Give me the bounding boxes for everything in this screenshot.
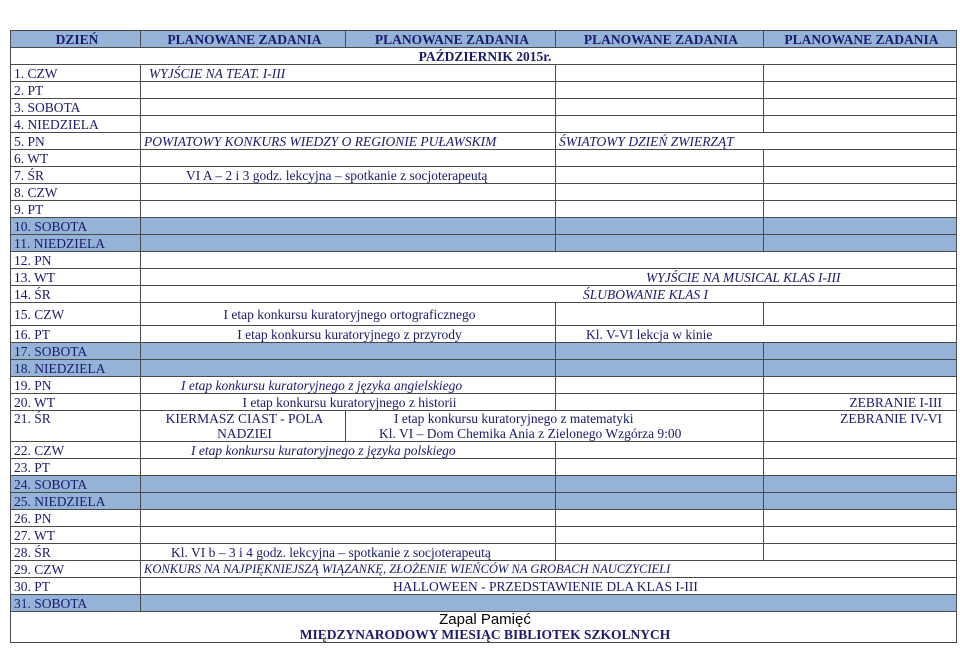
day-label: 6. WT <box>11 150 141 167</box>
day-label: 28. ŚR <box>11 544 141 561</box>
event-cell: VI A – 2 i 3 godz. lekcyjna – spotkanie z socjoterapeutą <box>141 167 556 184</box>
day-label: 3. SOBOTA <box>11 99 141 116</box>
event-cell: I etap konkursu kuratoryjnego z przyrody <box>141 326 556 343</box>
footer-slogan: Zapal Pamięć <box>439 611 531 628</box>
day-label: 21. ŚR <box>11 411 141 442</box>
day-row <box>11 326 957 343</box>
header-tasks-2: PLANOWANE ZADANIA <box>346 31 556 48</box>
header-tasks-4: PLANOWANE ZADANIA <box>764 31 957 48</box>
day-label: 19. PN <box>11 377 141 394</box>
day-label: 24. SOBOTA <box>11 476 141 493</box>
day-row <box>11 218 957 235</box>
day-row <box>11 442 957 459</box>
day-row <box>11 510 957 527</box>
day-label: 20. WT <box>11 394 141 411</box>
event-cell: WYJŚCIE NA MUSICAL KLAS I-III <box>141 269 957 286</box>
day-label: 16. PT <box>11 326 141 343</box>
day-label: 10. SOBOTA <box>11 218 141 235</box>
header-tasks-1: PLANOWANE ZADANIA <box>141 31 346 48</box>
day-row <box>11 269 957 286</box>
event-cell: POWIATOWY KONKURS WIEDZY O REGIONIE PUŁAWSKIM <box>141 133 556 150</box>
footer-row <box>11 612 957 643</box>
day-label: 26. PN <box>11 510 141 527</box>
event-cell: ŚWIATOWY DZIEŃ ZWIERZĄT <box>556 133 957 150</box>
day-row <box>11 116 957 133</box>
day-label: 1. CZW <box>11 65 141 82</box>
day-row <box>11 65 957 82</box>
day-row <box>11 99 957 116</box>
day-row <box>11 235 957 252</box>
event-cell: I etap konkursu kuratoryjnego z języka polskiego <box>141 442 556 459</box>
day-row <box>11 544 957 561</box>
event-cell: ŚLUBOWANIE KLAS I <box>141 286 957 303</box>
schedule-table <box>10 30 957 643</box>
day-row <box>11 201 957 218</box>
day-row <box>11 133 957 150</box>
day-row <box>11 493 957 510</box>
day-row <box>11 150 957 167</box>
day-label: 22. CZW <box>11 442 141 459</box>
day-label: 12. PN <box>11 252 141 269</box>
day-label: 8. CZW <box>11 184 141 201</box>
day-label: 11. NIEDZIELA <box>11 235 141 252</box>
day-row <box>11 82 957 99</box>
event-line: KIERMASZ CIAST - POLA <box>165 411 324 426</box>
day-row <box>11 476 957 493</box>
event-cell: HALLOWEEN - PRZEDSTAWIENIE DLA KLAS I-III <box>141 578 957 595</box>
day-label: 29. CZW <box>11 561 141 578</box>
event-line: NADZIEI <box>217 426 272 441</box>
event-cell: Kl. V-VI lekcja w kinie <box>556 326 957 343</box>
day-row <box>11 303 957 326</box>
day-row <box>11 411 957 442</box>
month-row <box>11 48 957 65</box>
event-line: I etap konkursu kuratoryjnego z matematyki <box>394 411 634 426</box>
event-cell <box>346 411 764 442</box>
day-label: 23. PT <box>11 459 141 476</box>
header-tasks-3: PLANOWANE ZADANIA <box>556 31 764 48</box>
day-row <box>11 286 957 303</box>
day-label: 30. PT <box>11 578 141 595</box>
day-label: 4. NIEDZIELA <box>11 116 141 133</box>
day-row <box>11 578 957 595</box>
footer-title: MIĘDZYNARODOWY MIESIĄC BIBLIOTEK SZKOLNYCH <box>299 627 671 642</box>
day-label: 7. ŚR <box>11 167 141 184</box>
day-row <box>11 377 957 394</box>
event-cell: ZEBRANIE I-III <box>764 394 957 411</box>
day-label: 17. SOBOTA <box>11 343 141 360</box>
day-row <box>11 561 957 578</box>
day-label: 27. WT <box>11 527 141 544</box>
day-label: 9. PT <box>11 201 141 218</box>
day-row <box>11 394 957 411</box>
header-day: DZIEŃ <box>11 31 141 48</box>
day-label: 14. ŚR <box>11 286 141 303</box>
month-title: PAŹDZIERNIK 2015r. <box>11 48 957 65</box>
day-row <box>11 595 957 612</box>
day-label: 25. NIEDZIELA <box>11 493 141 510</box>
day-row <box>11 527 957 544</box>
day-row <box>11 252 957 269</box>
event-cell: I etap konkursu kuratoryjnego z języka angielskiego <box>141 377 556 394</box>
day-row <box>11 360 957 377</box>
event-cell: I etap konkursu kuratoryjnego z historii <box>141 394 556 411</box>
event-cell: WYJŚCIE NA TEAT. I-III <box>141 65 556 82</box>
event-line: Kl. VI – Dom Chemika Ania z Zielonego Wzgórza 9:00 <box>379 426 682 441</box>
day-row <box>11 459 957 476</box>
day-label: 18. NIEDZIELA <box>11 360 141 377</box>
event-cell: Kl. VI b – 3 i 4 godz. lekcyjna – spotkanie z socjoterapeutą <box>141 544 556 561</box>
day-label: 5. PN <box>11 133 141 150</box>
event-cell: I etap konkursu kuratoryjnego ortograficznego <box>141 303 556 326</box>
day-row <box>11 184 957 201</box>
event-cell <box>141 411 346 442</box>
event-cell: KONKURS NA NAJPIĘKNIEJSZĄ WIĄZANKĘ, ZŁOŻENIE WIEŃCÓW NA GROBACH NAUCZYCIELI <box>141 561 957 578</box>
day-label: 15. CZW <box>11 303 141 326</box>
day-label: 31. SOBOTA <box>11 595 141 612</box>
day-label: 2. PT <box>11 82 141 99</box>
footer-cell <box>11 612 957 643</box>
day-row <box>11 167 957 184</box>
day-row <box>11 343 957 360</box>
day-label: 13. WT <box>11 269 141 286</box>
header-row <box>11 31 957 48</box>
event-cell: ZEBRANIE IV-VI <box>764 411 957 442</box>
